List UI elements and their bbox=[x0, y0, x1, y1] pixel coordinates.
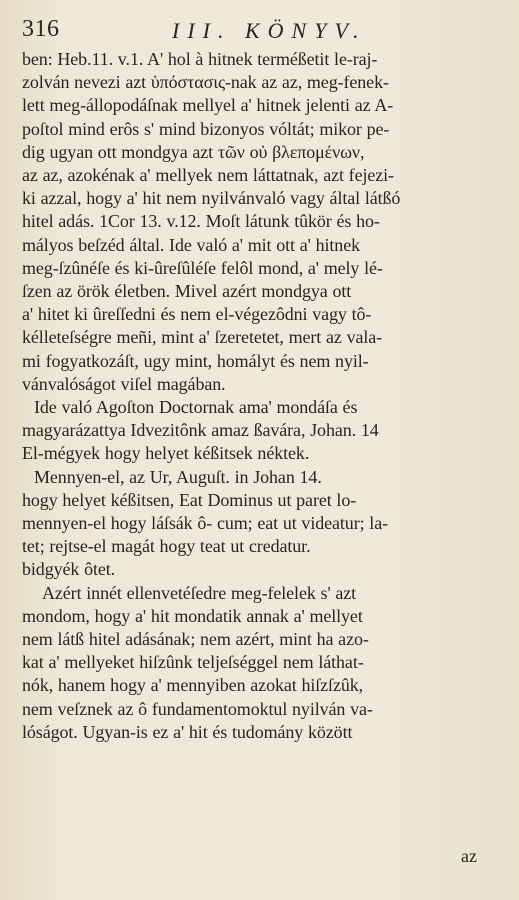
text-line: nem veſznek az ô fundamentomoktul nyilván va- bbox=[22, 698, 373, 719]
text-line: mennyen-el hogy láſsák ô- cum; eat ut videatur; la- bbox=[22, 513, 388, 534]
text-line: hitel adás. 1Cor 13. v.12. Moſt látunk tûkör és ho- bbox=[22, 211, 380, 232]
body-text bbox=[22, 48, 492, 744]
page-header bbox=[22, 16, 502, 46]
text-line: Mennyen-el, az Ur, Auguſt. in Johan 14. bbox=[34, 466, 322, 487]
text-line: ki azzal, hogy a' hit nem nyilvánvaló vagy által látßó bbox=[22, 188, 401, 209]
text-line: tet; rejtse-el magát hogy teat ut credatur. bbox=[22, 536, 311, 557]
text-line: lett meg-állopodáſnak mellyel a' hitnek jelenti az A- bbox=[22, 95, 394, 116]
text-line: magyarázattya Idvezitônk amaz ßavára, Johan. 14 bbox=[22, 420, 379, 441]
running-head: III. KÖNYV. bbox=[172, 18, 367, 43]
text-line: mondom, hogy a' hit mondatik annak a' mellyet bbox=[22, 605, 363, 626]
text-line: bidgyék ôtet. bbox=[22, 559, 116, 580]
text-line: El-mégyek hogy helyet kéßitsek néktek. bbox=[22, 443, 310, 464]
text-line: lóságot. Ugyan-is ez a' hit és tudomány között bbox=[22, 721, 353, 742]
text-line: dig ugyan ott mondgya azt τῶν οὐ βλεπομένων, bbox=[22, 141, 365, 162]
text-line: ſzen az örök életben. Mivel azért mondgya ott bbox=[22, 281, 352, 302]
text-line: a' hitet ki ûreſſedni és nem el-végezôdni vagy tô- bbox=[22, 304, 372, 325]
text-line: az az, azokénak a' mellyek nem láttatnak, azt fejezi- bbox=[22, 165, 394, 186]
text-line: nem látß hitel adásának; nem azért, mint ha azo- bbox=[22, 629, 369, 650]
text-line: mi fogyatkozáſt, ugy mint, homályt és nem nyil- bbox=[22, 350, 369, 371]
text-line: zolván nevezi azt ὑπόστασις-nak az az, meg-fenek- bbox=[22, 72, 389, 93]
catchword: az bbox=[461, 846, 477, 866]
text-line: kélleteſségre meñi, mint a' ſzeretetet, mert az vala- bbox=[22, 327, 383, 348]
text-line: Ide való Agoſton Doctornak ama' mondáſa és bbox=[34, 397, 358, 418]
text-line: nók, hanem hogy a' mennyiben azokat hiſzſzûk, bbox=[22, 675, 364, 696]
text-line: poſtol mind erôs s' mind bizonyos vóltát; mikor pe- bbox=[22, 118, 390, 139]
text-line: ben: Heb.11. v.1. A' hol à hitnek terméßetit le-raj- bbox=[22, 49, 378, 69]
text-line: vánvalóságot viſel magában. bbox=[22, 373, 226, 394]
text-line: kat a' mellyeket hiſzûnk teljeſséggel nem láthat- bbox=[22, 652, 364, 673]
text-line: Azért innét ellenvetéſedre meg-felelek s' azt bbox=[42, 582, 357, 603]
page-number: 316 bbox=[22, 16, 60, 42]
text-line: mályos beſzéd által. Ide való a' mit ott a' hitnek bbox=[22, 234, 360, 255]
text-line: hogy helyet kéßitsen, Eat Dominus ut paret lo- bbox=[22, 489, 357, 510]
text-line: meg-ſzûnéſe és ki-ûreſûléſe felôl mond, a' mely lé- bbox=[22, 257, 383, 278]
